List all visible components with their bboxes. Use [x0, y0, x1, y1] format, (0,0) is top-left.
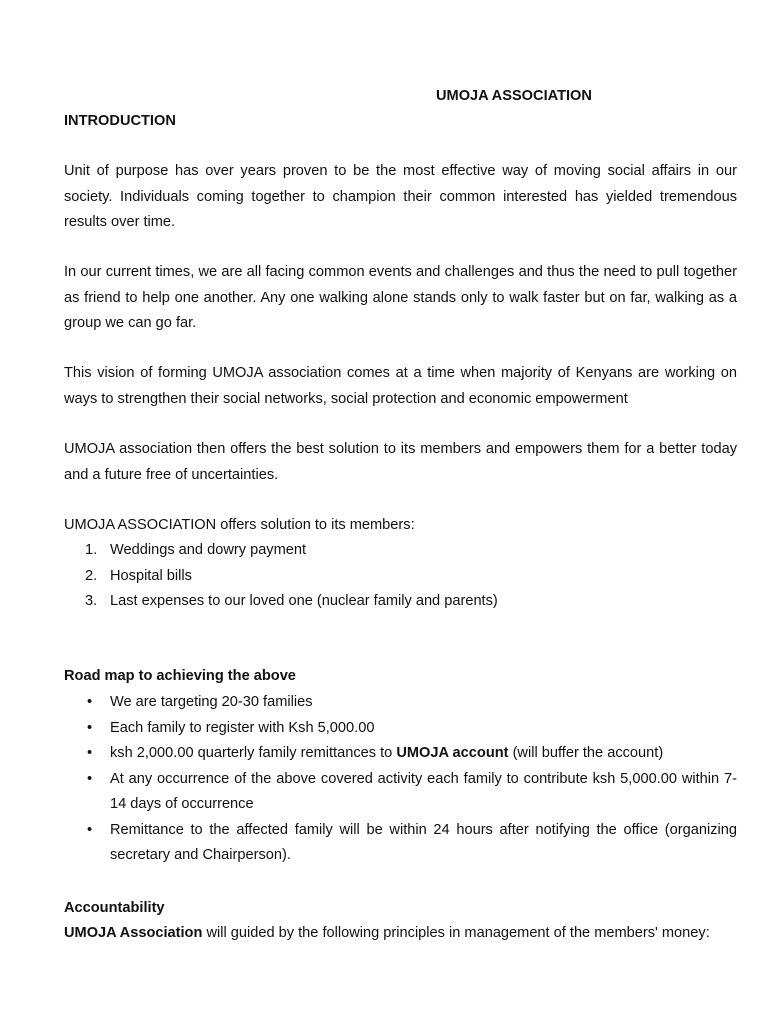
bullet-icon: •	[87, 745, 93, 761]
bullet-icon: •	[87, 770, 93, 787]
paragraph-solution: UMOJA association then offers the best solution to its members and empowers them for a better today and a future free of uncertainties.	[64, 441, 737, 483]
list-item-text: Last expenses to our loved one (nuclear family and parents)	[110, 593, 498, 609]
accountability-text: will guided by the following principles in management of the members' money:	[202, 925, 710, 941]
bullet-icon: •	[87, 821, 93, 838]
list-number: 1.	[85, 542, 98, 558]
list-item-text: At any occurrence of the above covered activity each family to contribute ksh 5,000.00 within 7-14 days of occurrence	[110, 770, 737, 812]
accountability-paragraph	[64, 921, 737, 947]
list-item	[64, 716, 737, 742]
umoja-association-bold: UMOJA Association	[64, 925, 203, 941]
roadmap-heading: Road map to achieving the above	[64, 668, 296, 684]
list-item-text-start: ksh 2,000.00 quarterly family remittances to	[110, 745, 397, 761]
list-item-text: Each family to register with Ksh 5,000.00	[110, 719, 375, 736]
list-item	[64, 741, 737, 767]
list-item-text: Weddings and dowry payment	[110, 542, 307, 558]
offers-list	[64, 538, 737, 615]
list-item	[64, 589, 737, 615]
umoja-account-bold: UMOJA account	[396, 745, 509, 761]
list-number: 3.	[85, 593, 98, 609]
list-item	[64, 690, 737, 716]
paragraph-unit-of-purpose: Unit of purpose has over years proven to be the most effective way of moving social affairs in our society. Individuals coming together to champion their common interested has yielded tremendous results over time.	[64, 163, 737, 230]
list-item	[64, 767, 737, 818]
document-title: UMOJA ASSOCIATION	[436, 88, 592, 104]
list-item	[64, 564, 737, 590]
accountability-heading: Accountability	[64, 900, 165, 916]
offers-intro: UMOJA ASSOCIATION offers solution to its members:	[64, 517, 415, 533]
list-item	[64, 818, 737, 869]
paragraph-current-times: In our current times, we are all facing common events and challenges and thus the need to pull together as friend to help one another. Any one walking alone stands only to walk faster but on far, walking as a group we can go far.	[64, 264, 737, 331]
roadmap-list	[64, 690, 737, 869]
list-item-text-end: (will buffer the account)	[508, 745, 664, 761]
list-item	[64, 538, 737, 564]
bullet-icon: •	[87, 719, 93, 736]
list-item-text: Remittance to the affected family will be within 24 hours after notifying the office (organizing secretary and Chairperson).	[110, 821, 737, 863]
introduction-heading: INTRODUCTION	[64, 113, 176, 129]
list-item-text: Hospital bills	[110, 567, 192, 584]
list-number: 2.	[85, 567, 98, 584]
paragraph-vision: This vision of forming UMOJA association comes at a time when majority of Kenyans are working on ways to strengthen their social networks, social protection and economic empowerment	[64, 365, 737, 407]
bullet-icon: •	[87, 694, 93, 710]
list-item-text: We are targeting 20-30 families	[110, 694, 313, 710]
